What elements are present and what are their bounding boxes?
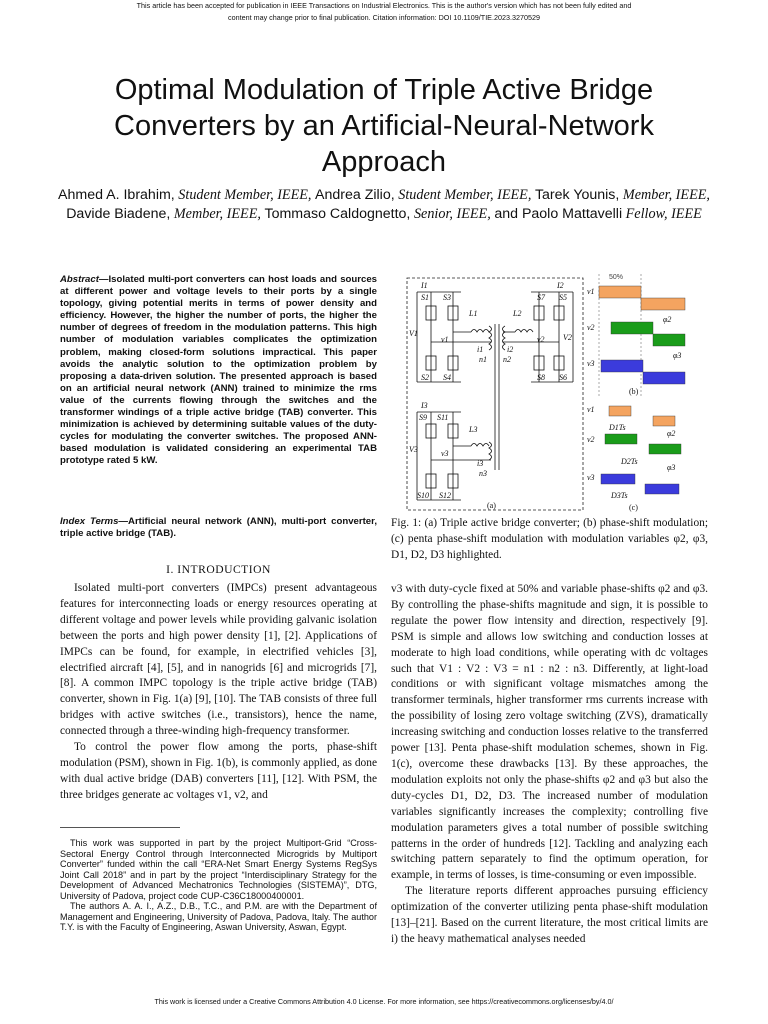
label-c: (c) <box>629 503 638 512</box>
index-terms-text: —Artificial neural network (ANN), multi-port converter, triple active bridge (TAB). <box>60 516 377 540</box>
v2-pulse-low <box>653 334 685 346</box>
abstract-text: —Isolated multi-port converters can host loads and sources at different power and voltage levels to their ports by a single topology, giving potential merits in terms of power density and efficiency. However, the higher the number of ports, the higher the number of degrees of freedom in the modulation patterns. This high number of modulation variables complicates the optimization problem, making closed-form solutions impractical. This paper avoids the analytic solution to the optimization problem by proposing a data-driven solution. The presented approach is based on an artificial neural network (ANN) trained to minimize the rms value of the currents flowing through the switches and the transformer windings of a triple active bridge (TAB) converter. This minimization is achieved by determining suitable values of the duty-cycles for modulating the converter switches. The proposed ANN-based modulation is validated considering an experimental TAB prototype rated 5 kW. <box>60 274 377 467</box>
label-a: (a) <box>487 501 496 510</box>
footnote-funding: This work was supported in part by the project Multiport-Grid “Cross-Sectoral Energy Control through Interconnected Microgrids by Multiport Converter” funded within the call “ERA-Net Smart Energy Systems RegSys Joint Call 2018” and in part by the project “Interdisciplinary Strategy for the Development of Advanced Mechatronics Technologies (SISTEMA)”, DTG, University of Padova, project code CUP-C36C18000400001. <box>60 838 377 901</box>
section-heading: I. INTRODUCTION <box>166 563 271 576</box>
author-role: Fellow, IEEE <box>625 205 702 222</box>
bridge-3 <box>417 412 491 500</box>
figure-caption: Fig. 1: (a) Triple active bridge converter; (b) phase-shift modulation; (c) penta phase-shift modulation with modulation variables φ2, φ3, D1, D2, D3 highlighted. <box>391 517 708 561</box>
figure-1 <box>391 270 711 513</box>
footnote-rule <box>60 827 180 828</box>
author-name: Andrea Zilio, <box>315 187 395 203</box>
figure-1-graphic <box>391 270 711 513</box>
label-S11: S11 <box>437 413 449 422</box>
author-name: Tarek Younis, <box>534 187 620 203</box>
banner-line-1: This article has been accepted for publication in IEEE Transactions on Industrial Electronics. This is the author's version which has not been fully edited and <box>136 1 632 10</box>
label-L2: L2 <box>513 309 522 318</box>
label-I1: I1 <box>421 281 428 290</box>
label-i1: i1 <box>477 345 484 354</box>
label-b: (b) <box>629 387 639 396</box>
label-S10: S10 <box>417 491 429 500</box>
label-V3: V3 <box>409 445 418 454</box>
label-v2: v2 <box>537 335 545 344</box>
bridge-1 <box>417 292 491 382</box>
v3-pulse-low <box>643 372 685 384</box>
v3c-pulse-high <box>601 474 635 484</box>
title-line-1: Optimal Modulation of Triple Active Bridge <box>114 74 654 106</box>
v1-pulse-low <box>641 298 685 310</box>
footnotes <box>60 838 377 933</box>
label-n3: n3 <box>479 469 487 478</box>
index-terms <box>60 516 377 540</box>
author-role: Student Member, IEEE, <box>398 187 532 203</box>
author-role: Member, IEEE, <box>622 187 710 203</box>
title-line-2: Converters by an Artificial-Neural-Network <box>114 110 654 142</box>
v1c-pulse-high <box>609 406 631 416</box>
right-paragraph-2: The literature reports different approaches pursuing efficiency optimization of the converter utilizing penta phase-shift modulation [13]–[21]. Based on the current literature, the most critical limits are i) the heavy mathematical analyses needed <box>391 885 708 945</box>
wave-c-d1: D1Ts <box>609 423 626 432</box>
v1c-pulse-low <box>653 416 675 426</box>
intro-paragraph-1: Isolated multi-port converters (IMPCs) present advantageous features for interconnecting loads or energy resources operating at different voltage and power levels while providing galvanic isolation between the ports and high power density [1], [2]. Applications of IMPCs can be found, for example, in electrified vehicles [3], electrified aircraft [4], [5], and in nanogrids [6] and microgrids [7], [8]. A common IMPC topology is the triple active bridge (TAB) converter, shown in Fig. 1(a) [9], [10]. The TAB consists of three full bridges with active switches (i.e., transistors), hence the name, connected through a three-winding high-frequency transformer. <box>60 582 377 738</box>
abstract <box>60 274 377 468</box>
label-S8: S8 <box>537 373 545 382</box>
title-line-3: Approach <box>321 146 447 178</box>
wave-b-v3: v3 <box>587 359 595 368</box>
label-S9: S9 <box>419 413 427 422</box>
index-terms-label: Index Terms <box>60 516 119 527</box>
label-S1: S1 <box>421 293 429 302</box>
wave-c-v1: v1 <box>587 405 595 414</box>
label-S4: S4 <box>443 373 451 382</box>
author-role: Student Member, IEEE, <box>178 187 312 203</box>
label-n1: n1 <box>479 355 487 364</box>
label-v1: v1 <box>441 335 449 344</box>
v2c-pulse-high <box>605 434 637 444</box>
label-i3: i3 <box>477 459 484 468</box>
v1-pulse-high <box>599 286 641 298</box>
v3c-pulse-low <box>645 484 679 494</box>
label-S7: S7 <box>537 293 545 302</box>
author-name: Tommaso Caldognetto, <box>264 205 411 222</box>
label-I3: I3 <box>421 401 428 410</box>
author-name: Ahmed A. Ibrahim, <box>58 187 175 203</box>
author-name: Davide Biadene, <box>66 205 171 222</box>
paper-title <box>40 72 728 180</box>
wave-b-v1: v1 <box>587 287 595 296</box>
wave-b-v2: v2 <box>587 323 595 332</box>
right-column-body <box>391 582 708 948</box>
footnote-affiliations: The authors A. A. I., A.Z., D.B., T.C., and P.M. are with the Department of Management and Engineering, University of Padova, Padova, Italy. The author T.Y. is with the Faculty of Engineering, Aswan University, Aswan, Egypt. <box>60 901 377 932</box>
author-list <box>30 186 738 223</box>
label-L3: L3 <box>469 425 478 434</box>
intro-body <box>60 581 377 804</box>
label-V2: V2 <box>563 333 572 342</box>
waveforms-c <box>587 405 681 512</box>
label-S12: S12 <box>439 491 451 500</box>
label-S6: S6 <box>559 373 567 382</box>
wave-c-d3: D3Ts <box>611 491 628 500</box>
wave-c-d2: D2Ts <box>621 457 638 466</box>
label-I2: I2 <box>557 281 564 290</box>
wave-c-phi2: φ2 <box>667 429 676 438</box>
author-role: Senior, IEEE, <box>413 205 491 222</box>
wave-b-phi3: φ3 <box>673 351 682 360</box>
wave-c-v2: v2 <box>587 435 595 444</box>
label-i2: i2 <box>507 345 514 354</box>
label-50pct: 50% <box>609 274 624 281</box>
wave-b-phi2: φ2 <box>663 315 672 324</box>
banner-line-2: content may change prior to final publication. Citation information: DOI 10.1109/TIE.2023.3270529 <box>228 13 540 22</box>
wave-c-phi3: φ3 <box>667 463 676 472</box>
intro-paragraph-2: To control the power flow among the ports, phase-shift modulation (PSM), shown in Fig. 1(b), is commonly applied, as done with dual active bridge (DAB) converters [11], [12]. With PSM, the three bridges generate ac voltages v1, v2, and <box>60 741 377 801</box>
label-S3: S3 <box>443 293 451 302</box>
publication-banner <box>0 0 768 24</box>
wave-c-v3: v3 <box>587 473 595 482</box>
label-n2: n2 <box>503 355 511 364</box>
author-role: Member, IEEE, <box>173 205 261 222</box>
author-name: and Paolo Mattavelli <box>494 205 623 222</box>
label-v3: v3 <box>441 449 449 458</box>
right-paragraph-1: v3 with duty-cycle fixed at 50% and variable phase-shifts φ2 and φ3. By controlling the phase-shifts magnitude and sign, it is possible to regulate the power flow intensity and direction, respectively [9]. PSM is simple and allows low switching and conduction losses at moderate to high load conditions, while operating with dc voltages such that V1 : V2 : V3 = n1 : n2 : n3. Differently, at light-load conditions or with significant voltage mismatches among the transformer terminals, higher transformer rms currents increase with the possibility of losing zero voltage switching (ZVS), dramatically increasing switching and conduction losses relative to the transferred power [13]. Penta phase-shift modulation schemes, shown in Fig. 1(c), overcome these drawbacks [13]. By these approaches, the modulation exploits not only the phase-shifts φ2 and φ3 but also the duty-cycles D1, D2, D3. The increased number of modulation variables significantly increases the complexity; controlling five modulation parameters gives a total number of possible switching patterns in the order of hundreds [12]. Tackling and analyzing each switching pattern separately to find the optimum operation, for example, in terms of losses, is time-consuming or even impossible. <box>391 583 708 882</box>
v3-pulse-high <box>601 360 643 372</box>
abstract-label: Abstract <box>60 274 99 285</box>
transformer <box>489 324 505 470</box>
label-S5: S5 <box>559 293 567 302</box>
label-V1: V1 <box>409 329 418 338</box>
v2c-pulse-low <box>649 444 681 454</box>
license-footer: This work is licensed under a Creative Commons Attribution 4.0 License. For more information, see https://creativecommons.org/licenses/by/4.0/ <box>154 997 614 1006</box>
label-S2: S2 <box>421 373 429 382</box>
label-L1: L1 <box>469 309 478 318</box>
v2-pulse-high <box>611 322 653 334</box>
waveforms-b <box>587 274 685 398</box>
